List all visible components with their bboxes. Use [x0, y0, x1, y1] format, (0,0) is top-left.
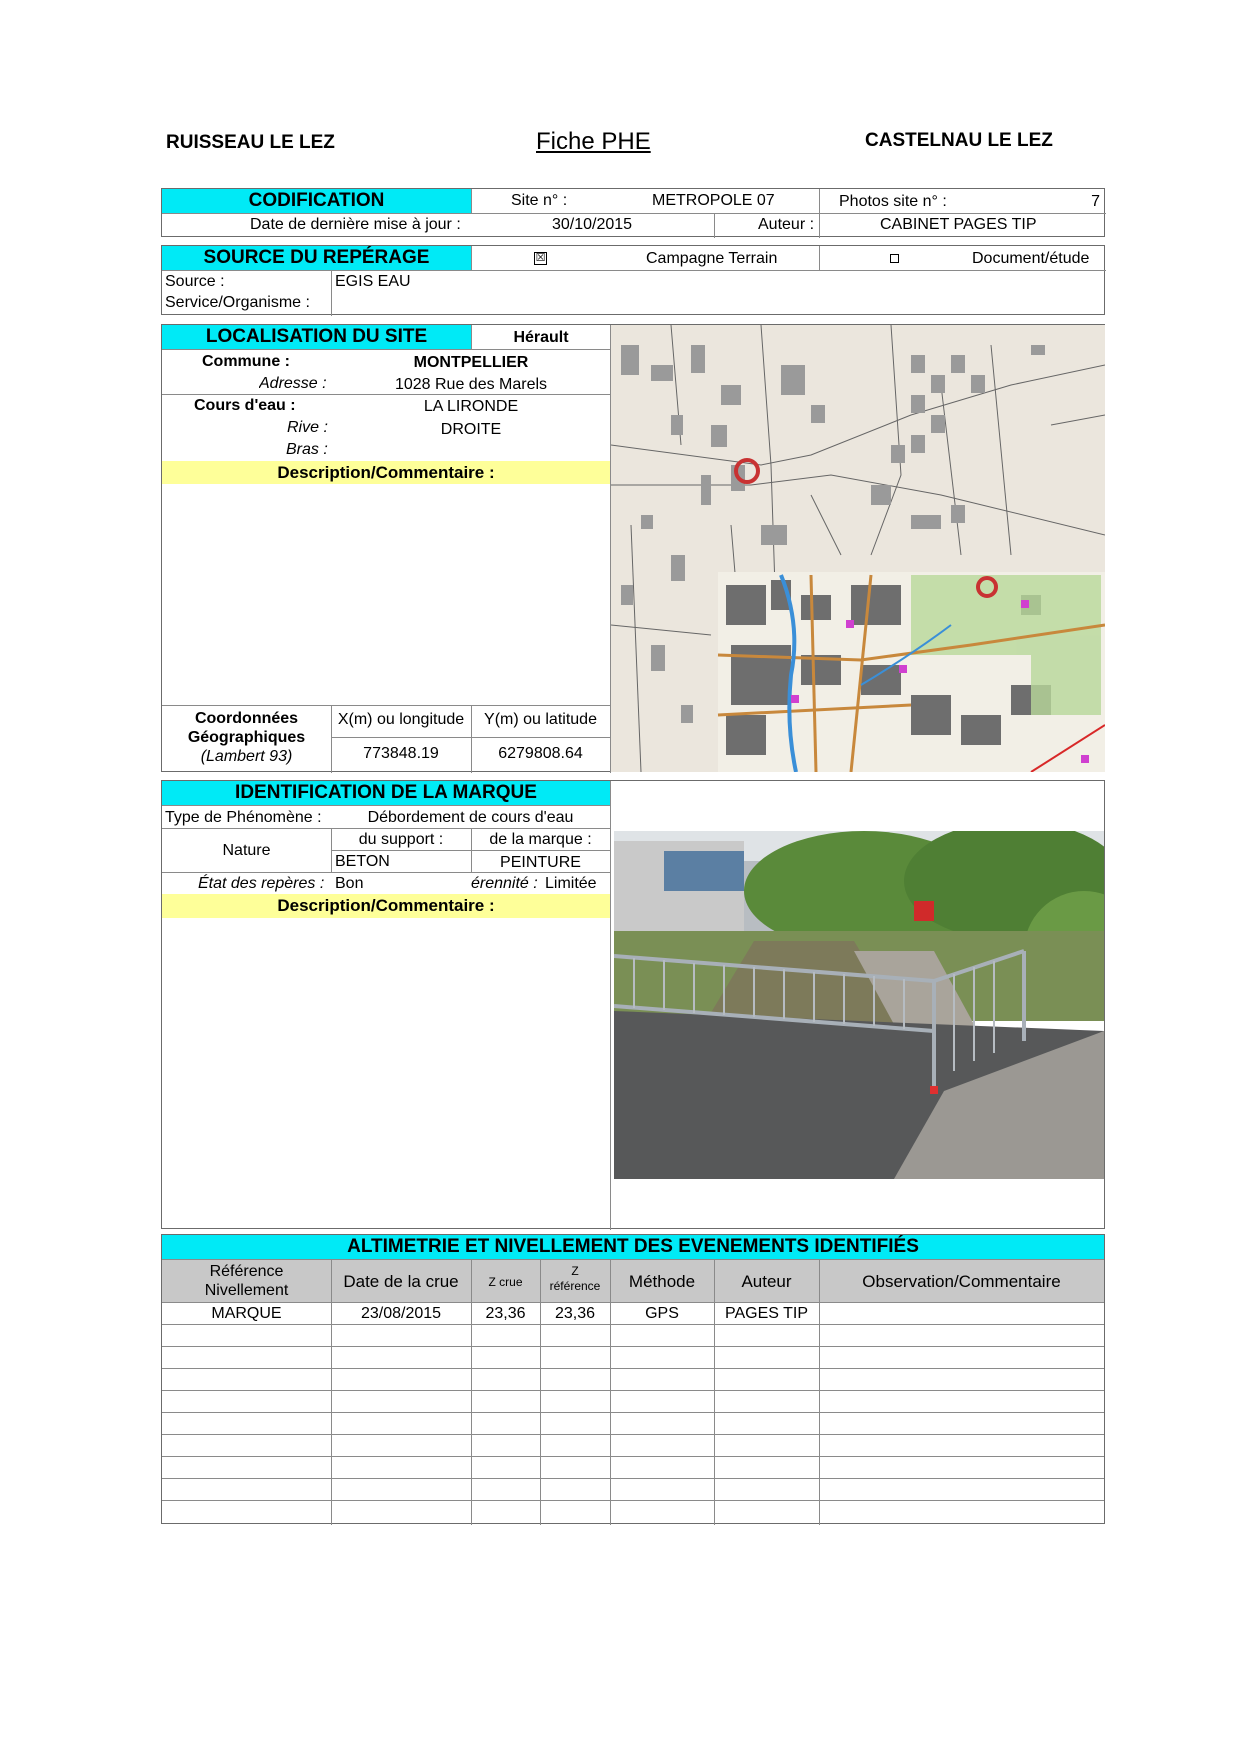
altimetrie-header: ALTIMETRIE ET NIVELLEMENT DES EVENEMENTS IDENTIFIÉS [162, 1235, 1104, 1259]
nature-label: Nature [222, 842, 271, 859]
type-label: Type de Phénomène : [165, 809, 322, 826]
location-map [611, 325, 1105, 772]
campagne-label: Campagne Terrain [646, 250, 778, 267]
coord-label-1: Coordonnées [194, 710, 299, 727]
row1-auteur: PAGES TIP [725, 1305, 808, 1322]
loc-description-header: Description/Commentaire : [162, 461, 610, 484]
site-value: METROPOLE 07 [652, 192, 775, 209]
perennite-value: Limitée [545, 875, 597, 892]
support-value: BETON [335, 853, 390, 870]
etat-label: État des repères : [198, 875, 325, 892]
codification-block [161, 188, 1105, 237]
marque-label: de la marque : [489, 831, 592, 848]
rive-label: Rive : [287, 419, 328, 436]
col-zref-2: référence [549, 1279, 601, 1293]
col-observation: Observation/Commentaire [862, 1272, 1061, 1291]
document-label: Document/étude [972, 250, 1090, 267]
x-value: 773848.19 [363, 745, 439, 762]
perennite-label: érennité : [471, 875, 538, 892]
col-zref-1: Z [571, 1264, 579, 1278]
identification-header: IDENTIFICATION DE LA MARQUE [162, 781, 610, 805]
col-methode: Méthode [628, 1272, 696, 1291]
identification-block [161, 780, 1105, 1229]
codification-header: CODIFICATION [162, 189, 471, 213]
type-value: Débordement de cours d'eau [367, 809, 574, 826]
photos-value: 7 [1091, 193, 1100, 210]
row1-zref: 23,36 [554, 1305, 596, 1322]
cours-label: Cours d'eau : [194, 397, 296, 414]
source-label: Source : [165, 273, 225, 290]
coord-label-3: (Lambert 93) [200, 748, 293, 765]
commune-label: Commune : [202, 353, 290, 370]
adresse-value: 1028 Rue des Marels [394, 376, 548, 393]
topo-inset-map [718, 572, 1105, 772]
flood-mark-photo [614, 831, 1104, 1179]
site-photo [614, 831, 1104, 1179]
altimetrie-block [161, 1234, 1105, 1524]
cadastral-map-image [611, 325, 1105, 772]
row1-zcrue: 23,36 [485, 1305, 526, 1322]
page-title: Fiche PHE [536, 128, 651, 155]
source-header: SOURCE DU REPÉRAGE [162, 246, 471, 270]
marque-value: PEINTURE [500, 854, 581, 871]
row1-methode: GPS [645, 1305, 679, 1322]
support-label: du support : [358, 831, 444, 848]
date-value: 30/10/2015 [552, 216, 633, 233]
id-description-header: Description/Commentaire : [162, 894, 610, 918]
y-value: 6279808.64 [498, 745, 583, 762]
river-name: RUISSEAU LE LEZ [166, 132, 335, 153]
localisation-header: LOCALISATION DU SITE [162, 325, 471, 349]
site-label: Site n° : [511, 192, 568, 209]
service-label: Service/Organisme : [165, 294, 310, 311]
localisation-block [161, 324, 1105, 772]
rive-value: DROITE [440, 421, 502, 438]
y-label: Y(m) ou latitude [484, 711, 597, 728]
commune-name: CASTELNAU LE LEZ [865, 130, 1053, 151]
col-auteur: Auteur [741, 1272, 792, 1291]
cours-value: LA LIRONDE [423, 398, 519, 415]
col-ref-2: Nivellement [204, 1282, 289, 1299]
x-label: X(m) ou longitude [337, 711, 465, 728]
source-value: EGIS EAU [335, 273, 411, 290]
bras-label: Bras : [286, 441, 328, 458]
col-ref-1: Référence [209, 1263, 284, 1280]
author-value: CABINET PAGES TIP [880, 216, 1037, 233]
departement: Hérault [513, 329, 569, 346]
row1-ref: MARQUE [211, 1305, 282, 1322]
coord-label-2: Géographiques [187, 729, 306, 746]
adresse-label: Adresse : [259, 375, 327, 392]
document-checkbox[interactable] [890, 249, 899, 269]
col-date: Date de la crue [343, 1272, 459, 1291]
etat-value: Bon [335, 875, 364, 892]
author-label: Auteur : [758, 216, 815, 233]
commune-value: MONTPELLIER [413, 354, 529, 371]
campagne-checkbox[interactable]: ☒ [535, 251, 546, 264]
row1-date: 23/08/2015 [360, 1305, 442, 1322]
date-label: Date de dernière mise à jour : [250, 216, 461, 233]
source-block [161, 245, 1105, 315]
col-zcrue: Z crue [488, 1275, 523, 1289]
photos-label: Photos site n° : [839, 193, 947, 210]
